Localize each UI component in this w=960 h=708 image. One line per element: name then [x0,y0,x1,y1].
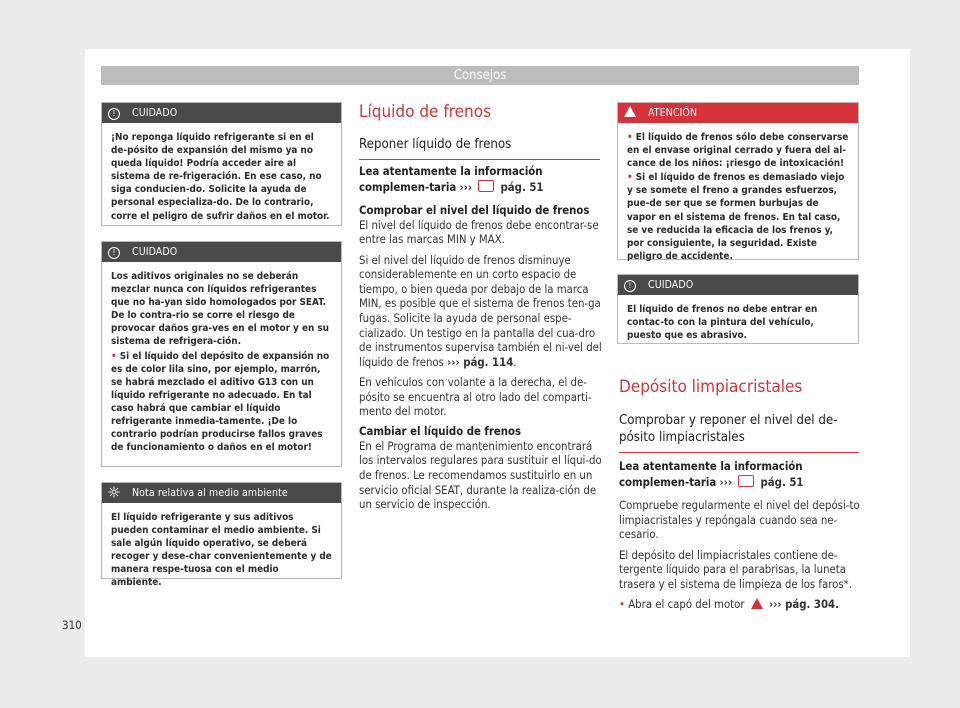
paragraph: Compruebe regularmente el nivel del depósi-to limpiacristales y repóngala cuando sea ne-cesario. [619,499,860,542]
caution-text: Los aditivos originales no se deberán mezclar nunca con líquidos refrigerantes que no ha-yan sido homologados por SEAT. De lo contra-rio se corre el riesgo de provocar daños gra-ves en el motor y en su sistema de refrigera-ción. • Si el líquido del depósito de expansión no es de color lila sino, por ejemplo, marrón, se habrá mezclado el aditivo G13 con un líquido refrigerante no adecuado. En tal caso habrá que cambiar el líquido refrigerante inmedia-tamente. ¡De lo contrario podrían producirse fallos graves de funcionamiento o daños en el motor! [102,262,341,462]
caution-box-header [102,242,341,262]
caution-text: ¡No reponga líquido refrigerante si en el de-pósito de expansión del mismo ya no queda líquido! Podría acceder aire al sistema de re-frigeración. En ese caso, no siga conducien-do. Solicite la ayuda de personal especializa-do. De lo contrario, corre el peligro de sufrir daños en el motor. [111,132,330,222]
environment-title: Nota relativa al medio ambiente [132,487,288,499]
caution-box-paint [617,274,859,344]
environment-note-box [101,482,342,589]
caution-box-header [618,275,858,295]
paragraph: El nivel del líquido de frenos debe encontrar-se entre las marcas MIN y MAX. [359,218,599,247]
subheading-check-level: Comprobar el nivel del líquido de frenos [359,204,590,218]
page-header: Consejos [101,66,859,85]
page-number: 310 [62,618,82,632]
caution-box-coolant [101,102,342,226]
page-reference-link[interactable]: ››› pág. 304. [769,597,839,611]
washer-body [619,460,863,618]
section-title-washer: Depósito limpiacristales [619,377,803,397]
book-reference-icon [738,475,754,487]
page-reference-link[interactable]: ››› pág. 114 [447,355,514,369]
book-reference-icon [478,180,494,192]
warning-triangle-icon [751,598,763,609]
info-circle-icon: ! [618,279,642,292]
warning-triangle-icon [618,106,642,120]
environment-box-header [102,483,341,503]
caution-box-additives [101,241,342,467]
paragraph: En vehículos con volante a la derecha, el de-pósito se encuentra al otro lado del comparti-mento del motor. [359,375,592,419]
warning-box-header [618,103,858,123]
caution-box-header [102,103,341,123]
caution-title: CUIDADO [648,279,694,291]
warning-box-brake-fluid [617,102,859,260]
page-reference-link[interactable]: pág. 51 [760,475,804,489]
bullet-item: • Abra el capó del motor ››› pág. 304. [619,598,863,613]
section-subtitle-brake-fluid: Reponer líquido de frenos [359,136,600,160]
environment-text: El líquido refrigerante y sus aditivos pueden contaminar el medio ambiente. Si sale algún líquido operativo, se deberá recoger y dese-char convenientemente y de manera respe-tuosa con el medio ambiente. [111,512,332,589]
section-title-brake-fluid: Líquido de frenos [359,102,492,122]
caution-title: CUIDADO [132,246,178,258]
info-circle-icon: ! [102,246,126,259]
caution-text: El líquido de frenos no debe entrar en contac-to con la pintura del vehículo, puesto que es abrasivo. [627,304,818,342]
intro-text: Lea atentamente la información complemen-taria [619,460,803,489]
paragraph: En el Programa de mantenimiento encontrará los intervalos regulares para sustituir el líqui-do de frenos. Le recomendamos sustituirlo en un servicio oficial SEAT, durante la realiza-ción de un servicio de inspección. [359,439,602,512]
paragraph: Si el nivel del líquido de frenos disminuye considerablemente en un corto espacio de tiempo, o bien queda por debajo de la marca MIN, es posible que el sistema de frenos ten-ga fugas. Solicite la ayuda de personal espe-cializado. Un testigo en la pantalla del cua-dro de instrumentos supervisa también el ni-vel del líquido de frenos ››› pág. 114. [359,253,602,369]
ref-arrows: ››› [719,475,733,489]
brake-fluid-body [359,165,603,518]
info-circle-icon: ! [102,107,126,120]
warning-text: • El líquido de frenos sólo debe conservarse en el envase original cerrado y fuera del al-cance de los niños: ¡riesgo de intoxicación! • Si el líquido de frenos es demasiado viejo y se somete el freno a grandes esfuerzos, pue-de ser que se formen burbujas de vapor en el sistema de frenos. En tal caso, se ve reducida la eficacia de los frenos y, por consiguiente, la seguridad. Existe peligro de accidente. [618,123,858,271]
page-reference-link[interactable]: pág. 51 [500,180,544,194]
caution-title: CUIDADO [132,107,178,119]
ref-arrows: ››› [459,180,473,194]
paragraph: El depósito del limpiacristales contiene de-tergente líquido para el parabrisas, la luneta trasera y el sistema de limpieza de los faros*. [619,548,852,591]
warning-title: ATENCIÓN [648,107,698,119]
intro-text: Lea atentamente la información complemen-taria [359,165,543,194]
environment-icon [102,486,126,501]
subheading-change-fluid: Cambiar el líquido de frenos [359,425,522,439]
section-subtitle-washer: Comprobar y reponer el nivel del de-pósito limpiacristales [619,412,859,453]
